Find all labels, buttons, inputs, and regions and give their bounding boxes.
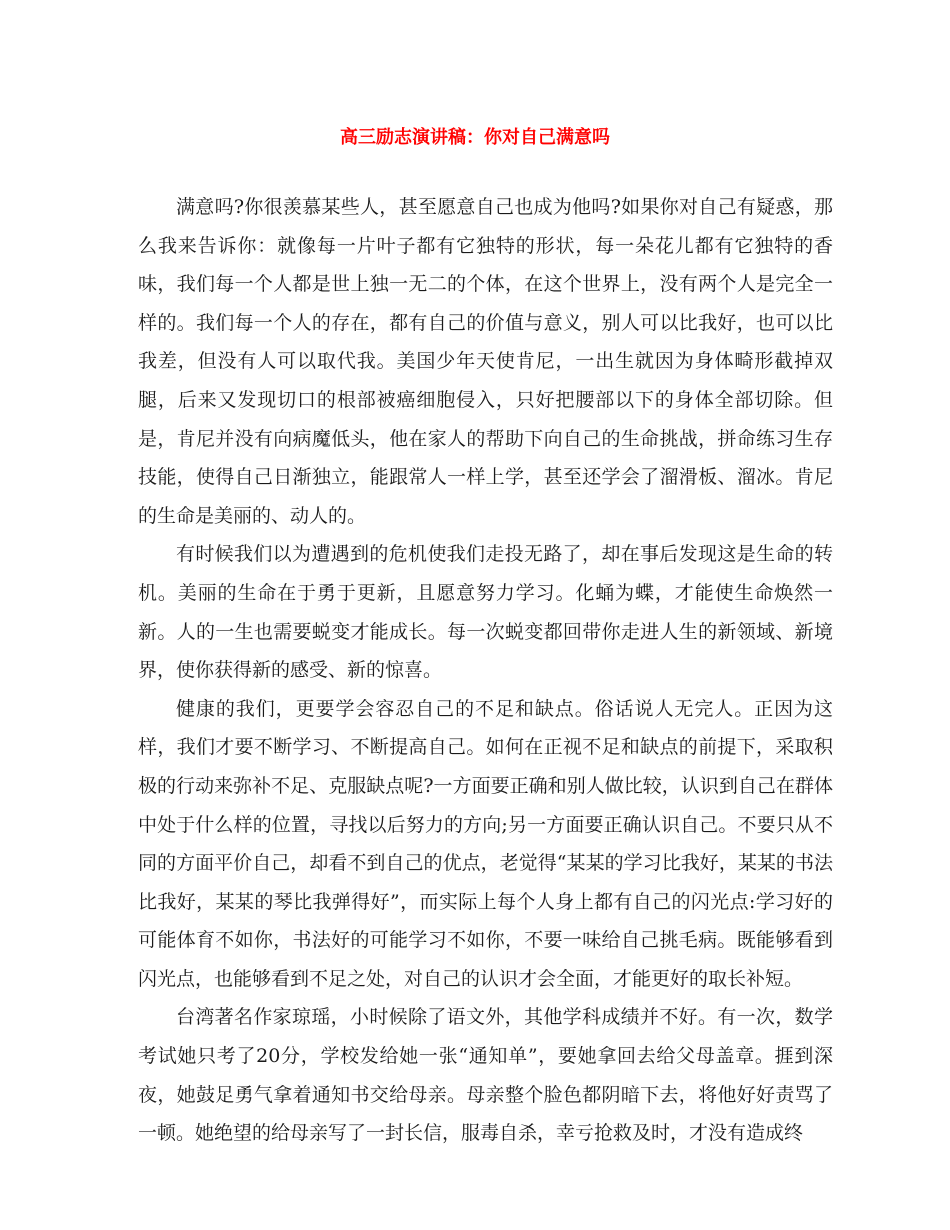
paragraph: 健康的我们，更要学会容忍自己的不足和缺点。俗话说人无完人。正因为这样，我们才要不断学习、不断提高自己。如何在正视不足和缺点的前提下，采取积极的行动来弥补不足、克服缺点呢?一方面要正确和别人做比较，认识到自己在群体中处于什么样的位置，寻找以后努力的方向;另一方面要正确认识自己。不要只从不同的方面平价自己，却看不到自己的优点，老觉得“某某的学习比我好，某某的书法比我好，某某的琴比我弹得好”，而实际上每个人身上都有自己的闪光点:学习好的可能体育不如你，书法好的可能学习不如你，不要一味给自己挑毛病。既能够看到闪光点，也能够看到不足之处，对自己的认识才会全面，才能更好的取长补短。 bbox=[138, 697, 833, 990]
paragraph: 满意吗?你很羡慕某些人，甚至愿意自己也成为他吗?如果你对自己有疑惑，那么我来告诉你：就像每一片叶子都有它独特的形状，每一朵花儿都有它独特的香味，我们每一个人都是世上独一无二的个体，在这个世界上，没有两个人是完全一样的。我们每一个人的存在，都有自己的价值与意义，别人可以比我好，也可以比我差，但没有人可以取代我。美国少年天使肯尼，一出生就因为身体畸形截掉双腿，后来又发现切口的根部被癌细胞侵入，只好把腰部以下的身体全部切除。但是，肯尼并没有向病魔低头，他在家人的帮助下向自己的生命挑战，拼命练习生存技能，使得自己日渐独立，能跟常人一样上学，甚至还学会了溜滑板、溜冰。肯尼的生命是美丽的、动人的。 bbox=[138, 196, 833, 527]
document-body bbox=[138, 188, 833, 1153]
paragraph: 台湾著名作家琼瑶，小时候除了语文外，其他学科成绩并不好。有一次，数学考试她只考了20分，学校发给她一张“通知单”，要她拿回去给父母盖章。捱到深夜，她鼓足勇气拿着通知书交给母亲。母亲整个脸色都阴暗下去，将他好好责骂了一顿。她绝望的给母亲写了一封长信，服毒自杀，幸亏抢救及时，才没有造成终 bbox=[138, 1006, 833, 1145]
paragraph: 有时候我们以为遭遇到的危机使我们走投无路了，却在事后发现这是生命的转机。美丽的生命在于勇于更新，且愿意努力学习。化蛹为蝶，才能使生命焕然一新。人的一生也需要蜕变才能成长。每一次蜕变都回带你走进人生的新领域、新境界，使你获得新的感受、新的惊喜。 bbox=[138, 543, 833, 682]
document-title: 高三励志演讲稿：你对自己满意吗 bbox=[340, 127, 610, 148]
